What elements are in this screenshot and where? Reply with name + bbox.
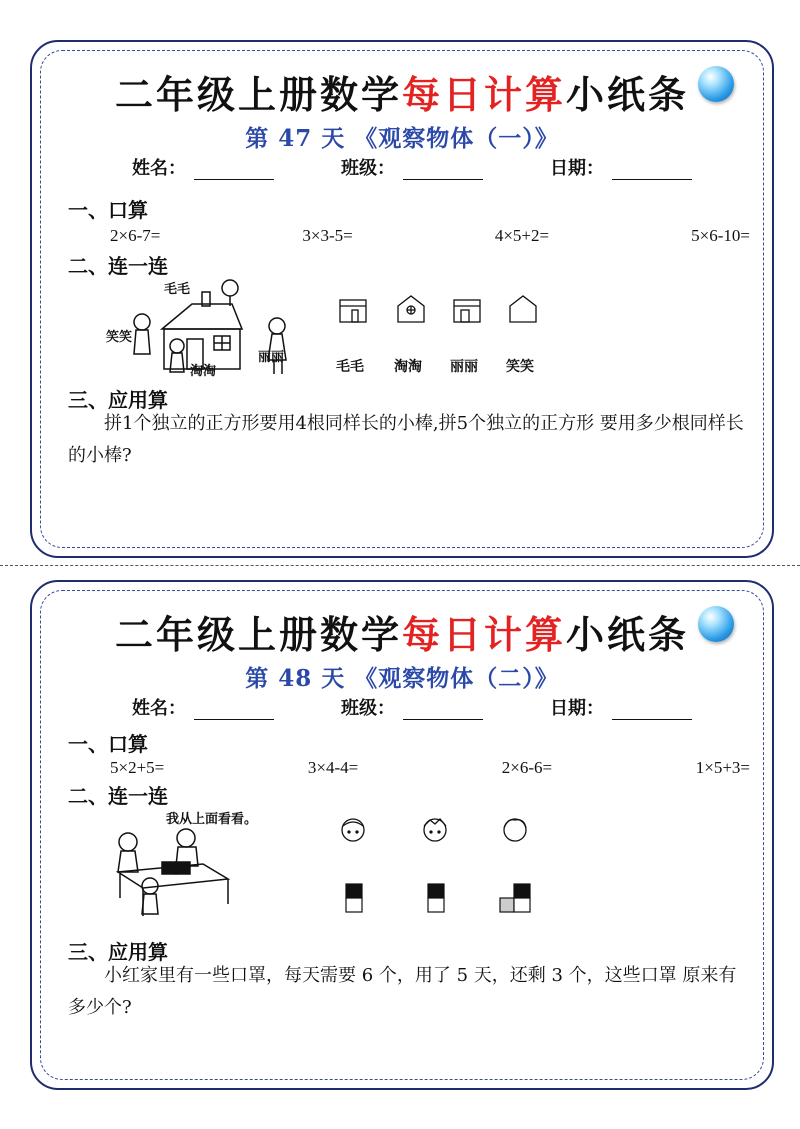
word-problem-text: 拼1个独立的正方形要用4根同样长的小棒,拼5个独立的正方形 要用多少根同样长的小棒? <box>68 413 744 466</box>
class-blank[interactable] <box>403 161 483 180</box>
blue-bubble-icon <box>698 66 734 102</box>
class-label: 班级： <box>341 158 395 179</box>
section-mental-math: 一、口算 <box>68 198 148 222</box>
match-name-taotao[interactable]: 淘淘 <box>394 359 422 375</box>
kid-label-lili: 丽丽 <box>258 350 285 365</box>
house-view-4[interactable] <box>508 294 538 324</box>
name-label: 姓名： <box>132 158 186 179</box>
section-word-problem: 三、应用算 <box>68 388 168 412</box>
match-name-lili[interactable]: 丽丽 <box>450 359 478 375</box>
class-label: 班级： <box>341 698 395 719</box>
section-word-problem: 三、应用算 <box>68 940 168 964</box>
date-blank[interactable] <box>612 161 692 180</box>
house-view-1[interactable] <box>338 298 368 324</box>
kid-label-taotao: 淘淘 <box>190 364 217 379</box>
problem-4: 1×5+3= <box>695 758 750 777</box>
cut-line <box>0 565 800 566</box>
problem-4: 5×6-10= <box>691 226 750 245</box>
class-blank[interactable] <box>403 701 483 720</box>
date-label: 日期： <box>550 698 604 719</box>
lesson-subtitle: 第 48 天 《观察物体（二）》 <box>245 665 559 692</box>
problem-3: 4×5+2= <box>494 226 550 245</box>
house-view-2[interactable] <box>396 294 426 324</box>
match-name-xiaoxiao[interactable]: 笑笑 <box>506 359 534 375</box>
name-blank[interactable] <box>194 161 274 180</box>
worksheet-card-day-47 <box>30 40 774 558</box>
face-view-2[interactable] <box>420 816 450 844</box>
problem-2: 3×4-4= <box>307 758 359 777</box>
lesson-subtitle: 第 47 天 《观察物体（一）》 <box>245 125 559 152</box>
word-problem-text: 小红家里有一些口罩，每天需要 6 个，用了 5 天，还剩 3 个，这些口罩 原来有多少个? <box>68 965 737 1018</box>
mental-math-problems <box>110 226 750 246</box>
section-matching: 二、连一连 <box>68 254 168 278</box>
card-title: 二年级上册数学每日计算小纸条 <box>114 73 690 117</box>
worksheet-card-day-48 <box>30 580 774 1090</box>
box-view-1[interactable] <box>344 882 364 914</box>
date-blank[interactable] <box>612 701 692 720</box>
student-info-row <box>132 154 692 180</box>
mental-math-problems <box>110 758 750 778</box>
kid-label-xiaoxiao: 笑笑 <box>106 330 133 345</box>
box-view-2[interactable] <box>426 882 446 914</box>
problem-3: 2×6-6= <box>501 758 553 777</box>
section-matching: 二、连一连 <box>68 784 168 808</box>
house-view-3[interactable] <box>452 298 482 324</box>
name-label: 姓名： <box>132 698 186 719</box>
table-scene-illustration <box>108 824 248 924</box>
blue-bubble-icon <box>698 606 734 642</box>
match-name-maomao[interactable]: 毛毛 <box>336 359 364 375</box>
name-blank[interactable] <box>194 701 274 720</box>
face-view-3[interactable] <box>500 816 530 844</box>
problem-1: 2×6-7= <box>110 226 161 245</box>
student-info-row <box>132 694 692 720</box>
face-view-1[interactable] <box>338 816 368 844</box>
section-mental-math: 一、口算 <box>68 732 148 756</box>
date-label: 日期： <box>550 158 604 179</box>
kid-label-maomao: 毛毛 <box>164 282 191 297</box>
speech-text: 我从上面看看。 <box>166 812 258 827</box>
problem-2: 3×3-5= <box>302 226 353 245</box>
problem-1: 5×2+5= <box>110 758 165 777</box>
box-view-3[interactable] <box>498 882 532 914</box>
card-title: 二年级上册数学每日计算小纸条 <box>114 613 690 657</box>
